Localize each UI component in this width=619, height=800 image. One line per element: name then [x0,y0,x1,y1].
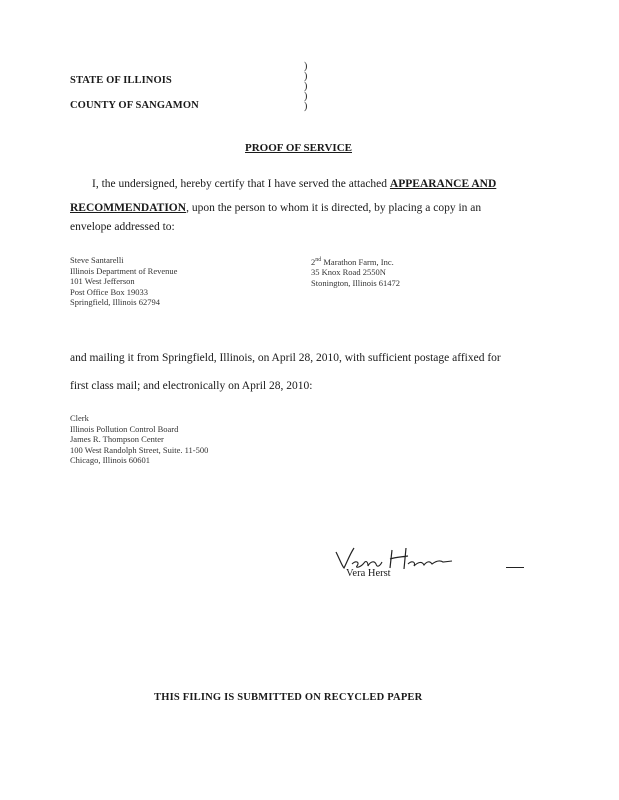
clerk-address [70,413,208,466]
paren-line: ) [304,81,308,92]
address-line: Illinois Department of Revenue [70,265,178,276]
document-name-bold: RECOMMENDATION [70,202,187,214]
paragraph-text: I, the undersigned, hereby certify that I have served the attached [92,178,390,190]
address-line: James R. Thompson Center [70,434,164,444]
address-line: Clerk [70,413,89,423]
signer-name: Vera Herst [346,568,391,579]
address-line: Illinois Pollution Control Board [70,423,179,434]
paren-line: ) [304,61,308,72]
address-line: Chicago, Illinois 60601 [70,455,151,465]
address-line: Post Office Box 19033 [70,286,148,297]
document-name-bold: APPEARANCE AND [389,178,497,190]
paren-line: ) [304,91,308,102]
mailing-paragraph [70,346,540,398]
address-line: 100 West Randolph Street, Suite. 11-500 [70,444,209,455]
signature-line [506,567,524,568]
address-line: 35 Knox Road 2550N [311,267,386,278]
address-line: 101 West Jefferson [70,276,135,286]
addressee-left [70,255,177,308]
address-line: Springfield, Illinois 62794 [70,297,160,307]
recycled-paper-notice: THIS FILING IS SUBMITTED ON RECYCLED PAPER [154,692,423,703]
service-paragraph [70,172,530,234]
caption-parentheses [304,62,307,112]
paragraph-line-2 [70,196,530,220]
mailing-line-1: and mailing it from Springfield, Illinois, on April 28, 2010, with sufficient postage affixed for [70,352,501,364]
address-ordinal: nd [315,257,322,263]
paragraph-text: , upon the person to whom it is directed, by placing a copy in an [186,202,482,214]
paren-line: ) [304,71,308,82]
mailing-line-2: first class mail; and electronically on April 28, 2010: [70,380,313,392]
address-line [311,255,400,267]
address-number: 2 [311,256,316,267]
paragraph-line-3: envelope addressed to: [70,221,175,233]
address-line: Steve Santarelli [70,255,124,265]
paren-line: ) [304,101,308,112]
county-caption: COUNTY OF SANGAMON [70,100,199,111]
addressee-right [311,255,400,288]
state-caption: STATE OF ILLINOIS [70,75,172,86]
address-line: Stonington, Illinois 61472 [311,277,401,288]
document-title: PROOF OF SERVICE [245,142,352,154]
address-text: Marathon Farm, Inc. [321,256,394,267]
paragraph-line-1 [70,172,530,196]
